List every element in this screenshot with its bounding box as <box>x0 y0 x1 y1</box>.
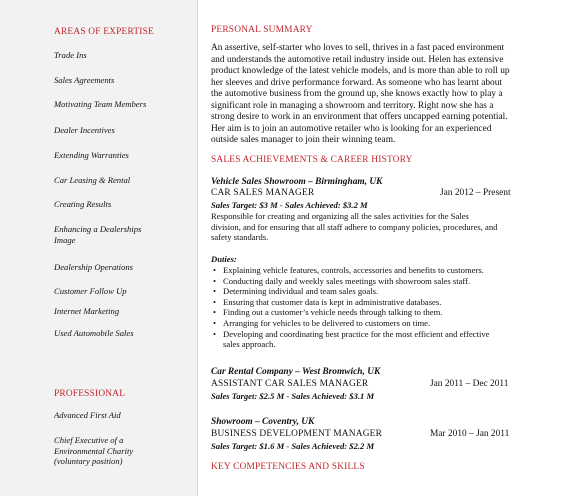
duty-item <box>211 329 541 350</box>
job-dates: Mar 2010 – Jan 2011 <box>430 429 510 439</box>
bullet-icon: • <box>213 317 217 328</box>
duty-text: Finding out a customer’s vehicle needs through talking to them. <box>223 307 443 318</box>
bullet-icon: • <box>213 275 217 286</box>
bullet-icon: • <box>213 296 217 307</box>
expertise-item <box>54 50 192 61</box>
expertise-item-line: Extending Warranties <box>54 150 129 160</box>
duty-item <box>211 265 541 276</box>
duty-item <box>211 318 541 329</box>
summary-line: and understands the automotive retail industry inside out. Helen has extensive <box>211 54 504 65</box>
summary-line: the automotive business from the ground up, she knows exactly how to play a <box>211 89 503 99</box>
duties-list <box>211 265 541 350</box>
professional-item <box>54 410 192 421</box>
duty-item <box>211 276 541 287</box>
expertise-item <box>54 328 192 339</box>
responsibility-line: safety standards. <box>211 232 269 243</box>
summary-line: product knowledge of the latest vehicle models, and is more than able to roll up <box>211 66 510 76</box>
job-dates: Jan 2012 – Present <box>440 188 511 198</box>
job-title: ASSISTANT CAR SALES MANAGER <box>211 379 369 389</box>
professional-item-line: (voluntary position) <box>54 456 123 467</box>
expertise-item-line: Image <box>54 234 76 245</box>
expertise-item-line: Trade Ins <box>54 50 87 60</box>
bullet-icon: • <box>213 307 217 318</box>
expertise-item-line: Dealer Incentives <box>54 125 115 135</box>
expertise-item <box>54 75 192 86</box>
bullet-icon: • <box>213 328 217 339</box>
summary-line: Her aim is to join an automotive retailer who is looking for an experienced <box>211 123 492 134</box>
professional-item <box>54 435 192 467</box>
job-dates: Jan 2011 – Dec 2011 <box>430 379 509 389</box>
expertise-item-line: Used Automobile Sales <box>54 328 134 338</box>
expertise-item <box>54 99 192 110</box>
summary-line: her sleeves and drive performance forward. As someone who has learnt about <box>211 77 503 88</box>
responsibility-line: Responsible for creating and organizing all the sales activities for the Sales <box>211 211 469 221</box>
history-heading: SALES ACHIEVEMENTS & CAREER HISTORY <box>211 155 413 165</box>
expertise-item-line: Motivating Team Members <box>54 99 147 109</box>
expertise-item-line: Internet Marketing <box>54 306 120 316</box>
professional-item-line: Environmental Charity <box>54 445 134 456</box>
expertise-item-line: Creating Results <box>54 199 112 209</box>
duties-label: Duties: <box>211 254 237 264</box>
job-company: Car Rental Company – West Bromwich, UK <box>211 367 381 377</box>
sidebar <box>0 0 198 496</box>
duty-item <box>211 307 541 318</box>
job-responsibilities <box>211 211 541 243</box>
summary-line: strong desire to work in an environment that offers uncapped earning potential. <box>211 112 508 122</box>
expertise-item <box>54 199 192 210</box>
job-title: BUSINESS DEVELOPMENT MANAGER <box>211 429 383 439</box>
personal-summary <box>211 43 551 147</box>
expertise-item <box>54 150 192 161</box>
summary-line: significant role in managing a showroom and territory. Right now she has a <box>211 100 494 111</box>
responsibility-line: division, and for ensuring that all staff adhere to company policies, procedures, and <box>211 221 498 232</box>
expertise-item <box>54 306 192 317</box>
expertise-item-line: Sales Agreements <box>54 75 115 85</box>
duty-text: Ensuring that customer data is kept in administrative databases. <box>223 296 442 307</box>
expertise-item <box>54 286 192 297</box>
summary-line: An assertive, self-starter who loves to sell, thrives in a fast paced environment <box>211 43 505 53</box>
duty-item <box>211 297 541 308</box>
competencies-heading: KEY COMPETENCIES AND SKILLS <box>211 462 365 472</box>
expertise-item <box>54 125 192 136</box>
expertise-item-line: Dealership Operations <box>54 262 134 272</box>
job-title: CAR SALES MANAGER <box>211 188 315 198</box>
duty-text: Conducting daily and weekly sales meetings with showroom sales staff. <box>223 275 471 286</box>
duty-text: Determining individual and team sales goals. <box>223 286 379 297</box>
summary-heading: PERSONAL SUMMARY <box>211 25 313 35</box>
expertise-item-line: Car Leasing & Rental <box>54 175 131 185</box>
duty-text: Explaining vehicle features, controls, accessories and benefits to customers. <box>223 265 484 275</box>
job-company: Vehicle Sales Showroom – Birmingham, UK <box>211 177 383 187</box>
summary-line: outside sales manager to join their winning team. <box>211 135 396 145</box>
expertise-item <box>54 224 192 245</box>
expertise-item-line: Enhancing a Dealerships <box>54 224 142 234</box>
expertise-item <box>54 262 192 273</box>
professional-item-line: Chief Executive of a <box>54 435 124 445</box>
professional-item-line: Advanced First Aid <box>54 410 121 420</box>
duty-text: Arranging for vehicles to be delivered to customers on time. <box>223 317 431 328</box>
job-sales-target: Sales Target: $3 M - Sales Achieved: $3.2 M <box>211 200 368 210</box>
expertise-item-line: Customer Follow Up <box>54 286 127 296</box>
job-company: Showroom – Coventry, UK <box>211 417 315 427</box>
duty-text: Developing and coordinating best practice for the most efficient and effective <box>223 328 490 339</box>
bullet-icon: • <box>213 265 217 275</box>
job-sales-target: Sales Target: $2.5 M - Sales Achieved: $3.1 M <box>211 391 375 401</box>
expertise-item <box>54 175 192 186</box>
bullet-icon: • <box>213 286 217 297</box>
job-sales-target: Sales Target: $1.6 M - Sales Achieved: $2.2 M <box>211 441 375 451</box>
expertise-heading: AREAS OF EXPERTISE <box>54 27 154 37</box>
duty-item <box>211 286 541 297</box>
duty-text: sales approach. <box>223 339 276 350</box>
professional-heading: PROFESSIONAL <box>54 389 126 399</box>
